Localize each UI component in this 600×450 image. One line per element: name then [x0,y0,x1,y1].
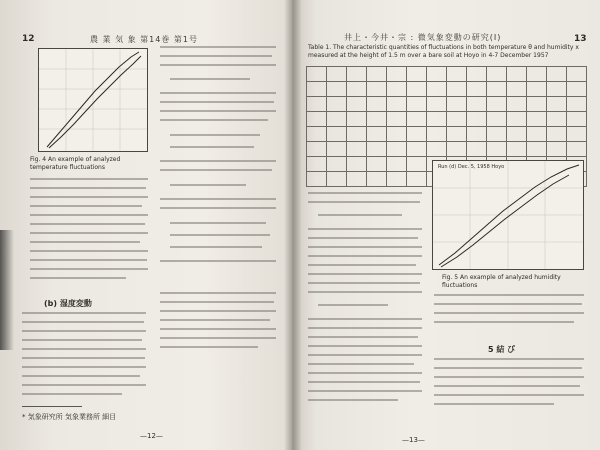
right-folio: —13— [402,436,425,444]
left-folio: —12— [140,432,163,440]
page-edge-shadow [0,230,14,350]
figure-5-caption: Fig. 5 An example of analyzed humidity fluctuations [442,274,561,289]
left-footnote-rule [22,406,82,407]
left-page-number: 12 [22,34,35,44]
left-col-text-bottom [22,312,146,412]
right-page [292,0,600,450]
right-col2-text-bottom [434,358,584,428]
left-col-text-lower [30,178,148,288]
figure-5-graph [433,161,583,269]
right-section-heading: 5 結 び [488,345,516,354]
right-page-number: 13 [574,34,587,44]
right-col-text [308,192,422,422]
left-running-header: 農 業 気 象 第14巻 第1号 [90,35,198,44]
right-running-header: 井上・今井・宗 : 微気象変動の研究(I) [344,33,502,42]
left-section-heading: (b) 湿度変動 [44,299,92,308]
left-col2-text-bottom [160,292,276,372]
left-page [0,0,292,450]
book-gutter [284,0,302,450]
figure-5-plot [432,160,584,270]
figure-4-graph [39,49,147,151]
table-1-caption: Table 1. The characteristic quantities of fluctuations in both temperature θ and humidity x measured at the height of 1.5 m over a bare soil at Hoyo in 4-7 December 1957 [308,44,579,59]
left-footnote: * 気象研究所 気象業務所 細目 [22,413,117,421]
left-col-equations [160,46,276,276]
figure-5-label: Run (d) Dec. 5, 1958 Hoyo [438,164,505,170]
figure-4-side-values [150,62,160,90]
figure-4-plot [38,48,148,152]
right-col2-text-top [434,294,584,344]
figure-4-caption: Fig. 4 An example of analyzed temperature fluctuations [30,156,121,171]
